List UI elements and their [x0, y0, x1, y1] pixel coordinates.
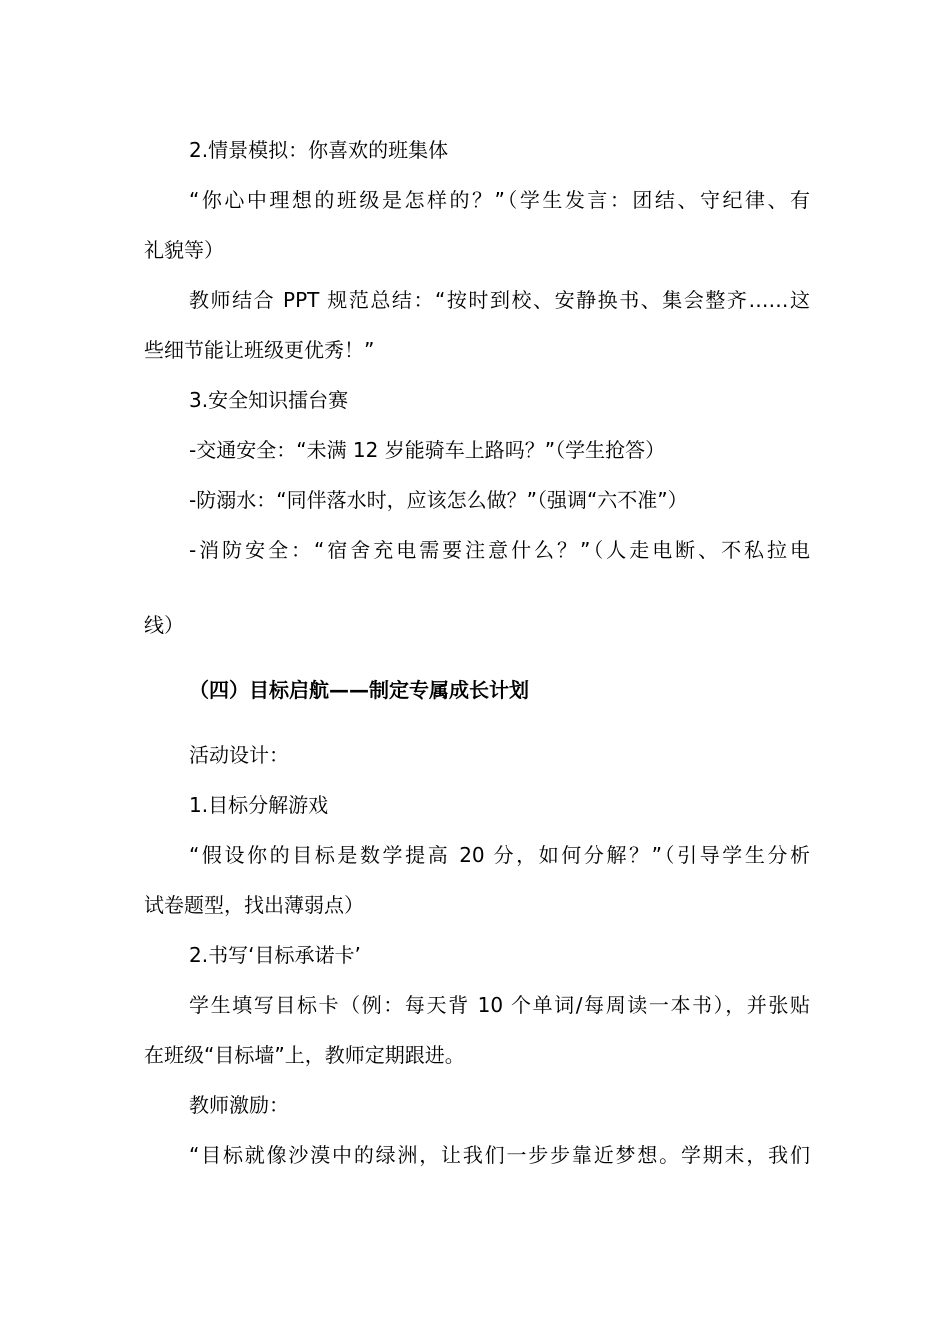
paragraph-line: 线） [144, 613, 184, 637]
paragraph-line: 试卷题型，找出薄弱点） [144, 893, 364, 917]
list-item: -交通安全：“未满 12 岁能骑车上路吗？”（学生抢答） [189, 438, 666, 462]
paragraph-line: “目标就像沙漠中的绿洲，让我们一步步靠近梦想。学期末，我们 [189, 1143, 810, 1167]
paragraph-line: “你心中理想的班级是怎样的？”（学生发言：团结、守纪律、有 [189, 188, 810, 212]
paragraph-heading-safety: 3.安全知识擂台赛 [189, 388, 349, 412]
paragraph-heading-goal-card: 2.书写‘目标承诺卡’ [189, 943, 361, 967]
paragraph-line: 些细节能让班级更优秀！” [144, 338, 375, 362]
paragraph-heading-scenario: 2.情景模拟：你喜欢的班集体 [189, 138, 449, 162]
list-item: -消防安全：“宿舍充电需要注意什么？”（人走电断、不私拉电 [189, 538, 810, 562]
paragraph-heading-goal-game: 1.目标分解游戏 [189, 793, 329, 817]
paragraph-line: 在班级“目标墙”上，教师定期跟进。 [144, 1043, 465, 1067]
paragraph-line: 教师结合 PPT 规范总结：“按时到校、安静换书、集会整齐……这 [189, 288, 810, 312]
paragraph-line: “假设你的目标是数学提高 20 分，如何分解？”（引导学生分析 [189, 843, 810, 867]
paragraph-line: 活动设计： [189, 743, 289, 767]
paragraph-line: 教师激励： [189, 1093, 289, 1117]
paragraph-line: 礼貌等） [144, 238, 224, 262]
list-item: -防溺水：“同伴落水时，应该怎么做？”（强调“六不准”） [189, 488, 688, 512]
section-heading: （四）目标启航——制定专属成长计划 [189, 678, 529, 702]
paragraph-line: 学生填写目标卡（例：每天背 10 个单词/每周读一本书），并张贴 [189, 993, 810, 1017]
